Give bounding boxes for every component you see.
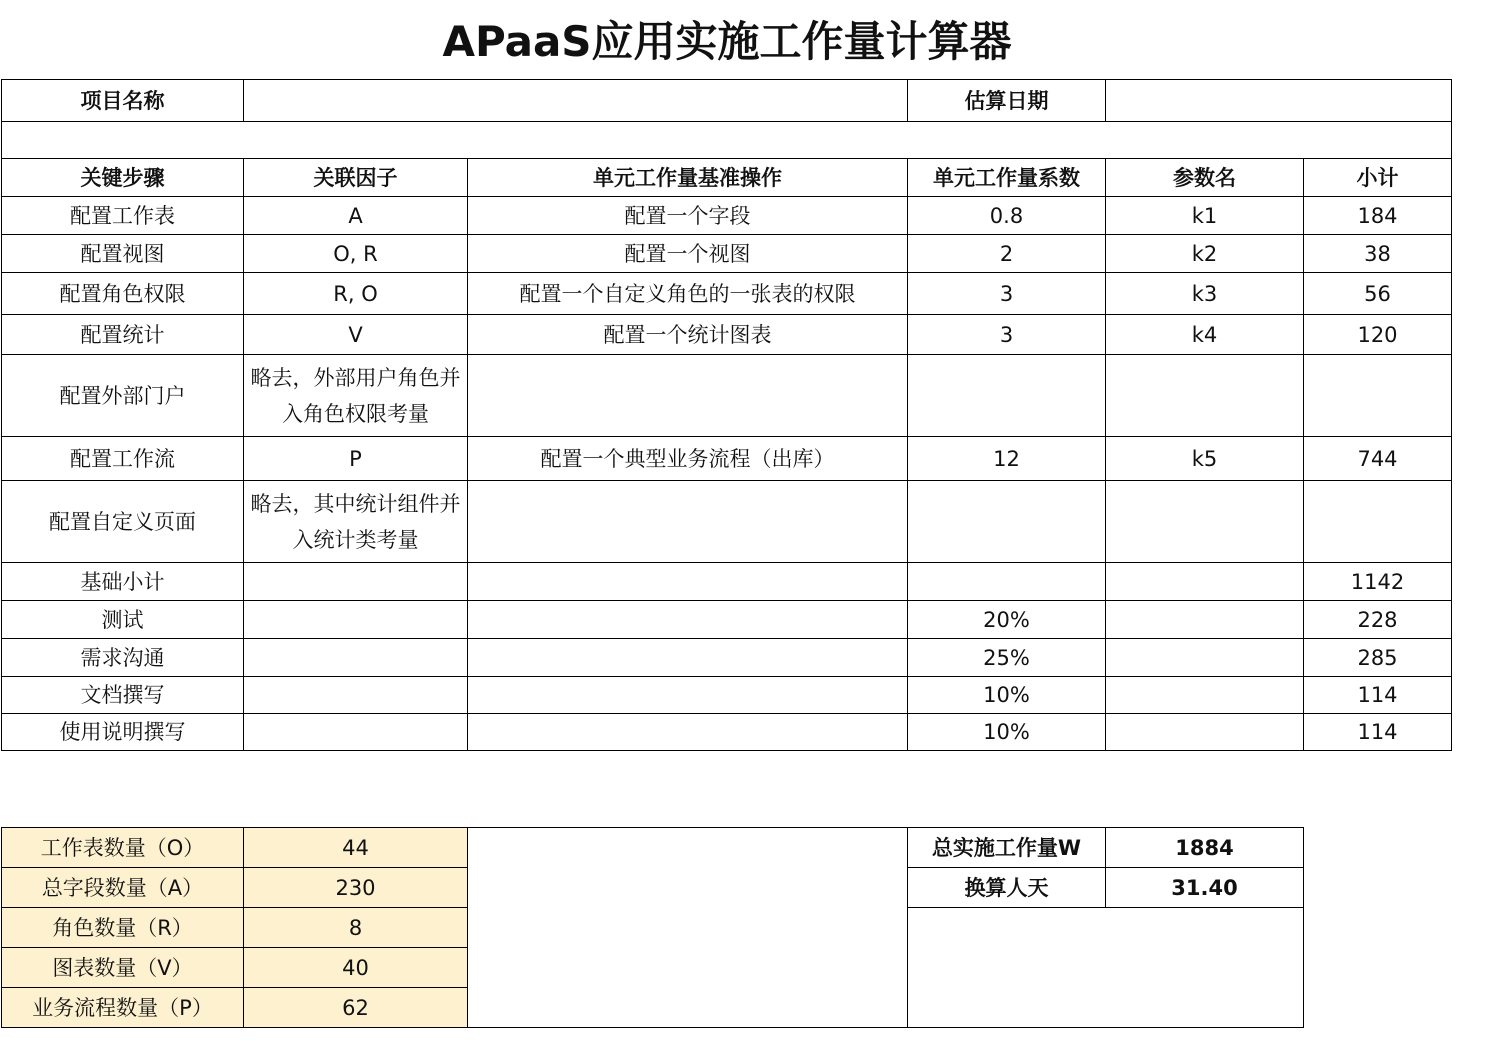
operation-cell[interactable]: 配置一个视图 (468, 235, 908, 273)
operation-cell[interactable] (468, 677, 908, 714)
column-header-row (2, 159, 1452, 197)
column-header: 单元工作量基准操作 (468, 159, 908, 197)
spacer-cell (2, 122, 1452, 159)
table-row (2, 355, 1452, 437)
param-cell[interactable] (1106, 563, 1304, 601)
subtotal-cell[interactable]: 285 (1304, 639, 1452, 677)
input-label: 工作表数量（O） (2, 828, 244, 868)
coefficient-cell[interactable] (908, 481, 1106, 563)
step-cell[interactable]: 配置视图 (2, 235, 244, 273)
step-cell[interactable]: 配置外部门户 (2, 355, 244, 437)
estimate-date-field[interactable] (1106, 80, 1452, 122)
step-cell[interactable]: 文档撰写 (2, 677, 244, 714)
column-header: 关联因子 (244, 159, 468, 197)
step-cell[interactable]: 配置角色权限 (2, 273, 244, 315)
table-row (2, 437, 1452, 481)
param-cell[interactable] (1106, 481, 1304, 563)
param-cell[interactable] (1106, 714, 1304, 751)
subtotal-cell[interactable]: 1142 (1304, 563, 1452, 601)
input-value[interactable]: 62 (244, 988, 468, 1028)
table-row (2, 639, 1452, 677)
param-cell[interactable] (1106, 677, 1304, 714)
factor-cell[interactable]: P (244, 437, 468, 481)
column-header: 小计 (1304, 159, 1452, 197)
factor-cell[interactable] (244, 677, 468, 714)
person-days-label: 换算人天 (908, 868, 1106, 908)
param-cell[interactable]: k5 (1106, 437, 1304, 481)
factor-cell[interactable]: V (244, 315, 468, 355)
blank-summary-area (908, 908, 1304, 1028)
operation-cell[interactable]: 配置一个自定义角色的一张表的权限 (468, 273, 908, 315)
param-cell[interactable] (1106, 639, 1304, 677)
total-workload-value[interactable]: 1884 (1106, 828, 1304, 868)
table-row (2, 677, 1452, 714)
column-header: 参数名 (1106, 159, 1304, 197)
operation-cell[interactable]: 配置一个字段 (468, 197, 908, 235)
operation-cell[interactable] (468, 639, 908, 677)
factor-cell[interactable] (244, 601, 468, 639)
coefficient-cell[interactable]: 2 (908, 235, 1106, 273)
summary-table (1, 827, 1304, 1028)
step-cell[interactable]: 配置工作表 (2, 197, 244, 235)
coefficient-cell[interactable]: 3 (908, 315, 1106, 355)
subtotal-cell[interactable]: 228 (1304, 601, 1452, 639)
table-row (2, 315, 1452, 355)
table-row (2, 481, 1452, 563)
operation-cell[interactable] (468, 355, 908, 437)
subtotal-cell[interactable]: 120 (1304, 315, 1452, 355)
subtotal-cell[interactable]: 38 (1304, 235, 1452, 273)
project-header-row (2, 80, 1452, 122)
subtotal-cell[interactable]: 56 (1304, 273, 1452, 315)
factor-cell[interactable]: R, O (244, 273, 468, 315)
input-value[interactable]: 8 (244, 908, 468, 948)
project-name-field[interactable] (244, 80, 908, 122)
table-row (2, 197, 1452, 235)
input-value[interactable]: 230 (244, 868, 468, 908)
column-header: 单元工作量系数 (908, 159, 1106, 197)
operation-cell[interactable] (468, 601, 908, 639)
factor-cell[interactable] (244, 563, 468, 601)
factor-cell[interactable]: A (244, 197, 468, 235)
table-row (2, 273, 1452, 315)
coefficient-cell[interactable] (908, 355, 1106, 437)
coefficient-cell[interactable]: 10% (908, 714, 1106, 751)
param-cell[interactable]: k1 (1106, 197, 1304, 235)
operation-cell[interactable]: 配置一个典型业务流程（出库） (468, 437, 908, 481)
table-row (2, 601, 1452, 639)
table-row (2, 563, 1452, 601)
factor-cell[interactable] (244, 714, 468, 751)
table-row (2, 714, 1452, 751)
param-cell[interactable] (1106, 601, 1304, 639)
coefficient-cell[interactable]: 25% (908, 639, 1106, 677)
coefficient-cell[interactable]: 12 (908, 437, 1106, 481)
coefficient-cell[interactable]: 20% (908, 601, 1106, 639)
coefficient-cell[interactable]: 0.8 (908, 197, 1106, 235)
subtotal-cell[interactable] (1304, 481, 1452, 563)
input-label: 角色数量（R） (2, 908, 244, 948)
coefficient-cell[interactable] (908, 563, 1106, 601)
total-workload-label: 总实施工作量W (908, 828, 1106, 868)
step-cell[interactable]: 使用说明撰写 (2, 714, 244, 751)
step-cell[interactable]: 需求沟通 (2, 639, 244, 677)
estimate-date-label: 估算日期 (908, 80, 1106, 122)
step-cell[interactable]: 配置工作流 (2, 437, 244, 481)
param-cell[interactable]: k3 (1106, 273, 1304, 315)
subtotal-cell[interactable]: 744 (1304, 437, 1452, 481)
input-value[interactable]: 44 (244, 828, 468, 868)
project-name-label: 项目名称 (2, 80, 244, 122)
operation-cell[interactable] (468, 714, 908, 751)
factor-cell[interactable]: O, R (244, 235, 468, 273)
page-title: APaaS应用实施工作量计算器 (442, 17, 1012, 66)
blank-area (468, 828, 908, 1028)
operation-cell[interactable] (468, 563, 908, 601)
operation-cell[interactable] (468, 481, 908, 563)
param-cell[interactable] (1106, 355, 1304, 437)
table-row (2, 235, 1452, 273)
coefficient-cell[interactable]: 3 (908, 273, 1106, 315)
step-cell[interactable]: 测试 (2, 601, 244, 639)
workload-table (1, 79, 1452, 751)
factor-cell[interactable]: 略去，其中统计组件并入统计类考量 (244, 481, 468, 563)
input-label: 图表数量（V） (2, 948, 244, 988)
spacer-row (2, 122, 1452, 159)
operation-cell[interactable]: 配置一个统计图表 (468, 315, 908, 355)
step-cell[interactable]: 配置自定义页面 (2, 481, 244, 563)
coefficient-cell[interactable]: 10% (908, 677, 1106, 714)
factor-cell[interactable] (244, 639, 468, 677)
input-row (2, 828, 1304, 868)
column-header: 关键步骤 (2, 159, 244, 197)
input-value[interactable]: 40 (244, 948, 468, 988)
subtotal-cell[interactable]: 114 (1304, 677, 1452, 714)
step-cell[interactable]: 基础小计 (2, 563, 244, 601)
param-cell[interactable]: k4 (1106, 315, 1304, 355)
input-label: 业务流程数量（P） (2, 988, 244, 1028)
subtotal-cell[interactable] (1304, 355, 1452, 437)
step-cell[interactable]: 配置统计 (2, 315, 244, 355)
subtotal-cell[interactable]: 184 (1304, 197, 1452, 235)
factor-cell[interactable]: 略去，外部用户角色并入角色权限考量 (244, 355, 468, 437)
person-days-value[interactable]: 31.40 (1106, 868, 1304, 908)
subtotal-cell[interactable]: 114 (1304, 714, 1452, 751)
input-label: 总字段数量（A） (2, 868, 244, 908)
param-cell[interactable]: k2 (1106, 235, 1304, 273)
